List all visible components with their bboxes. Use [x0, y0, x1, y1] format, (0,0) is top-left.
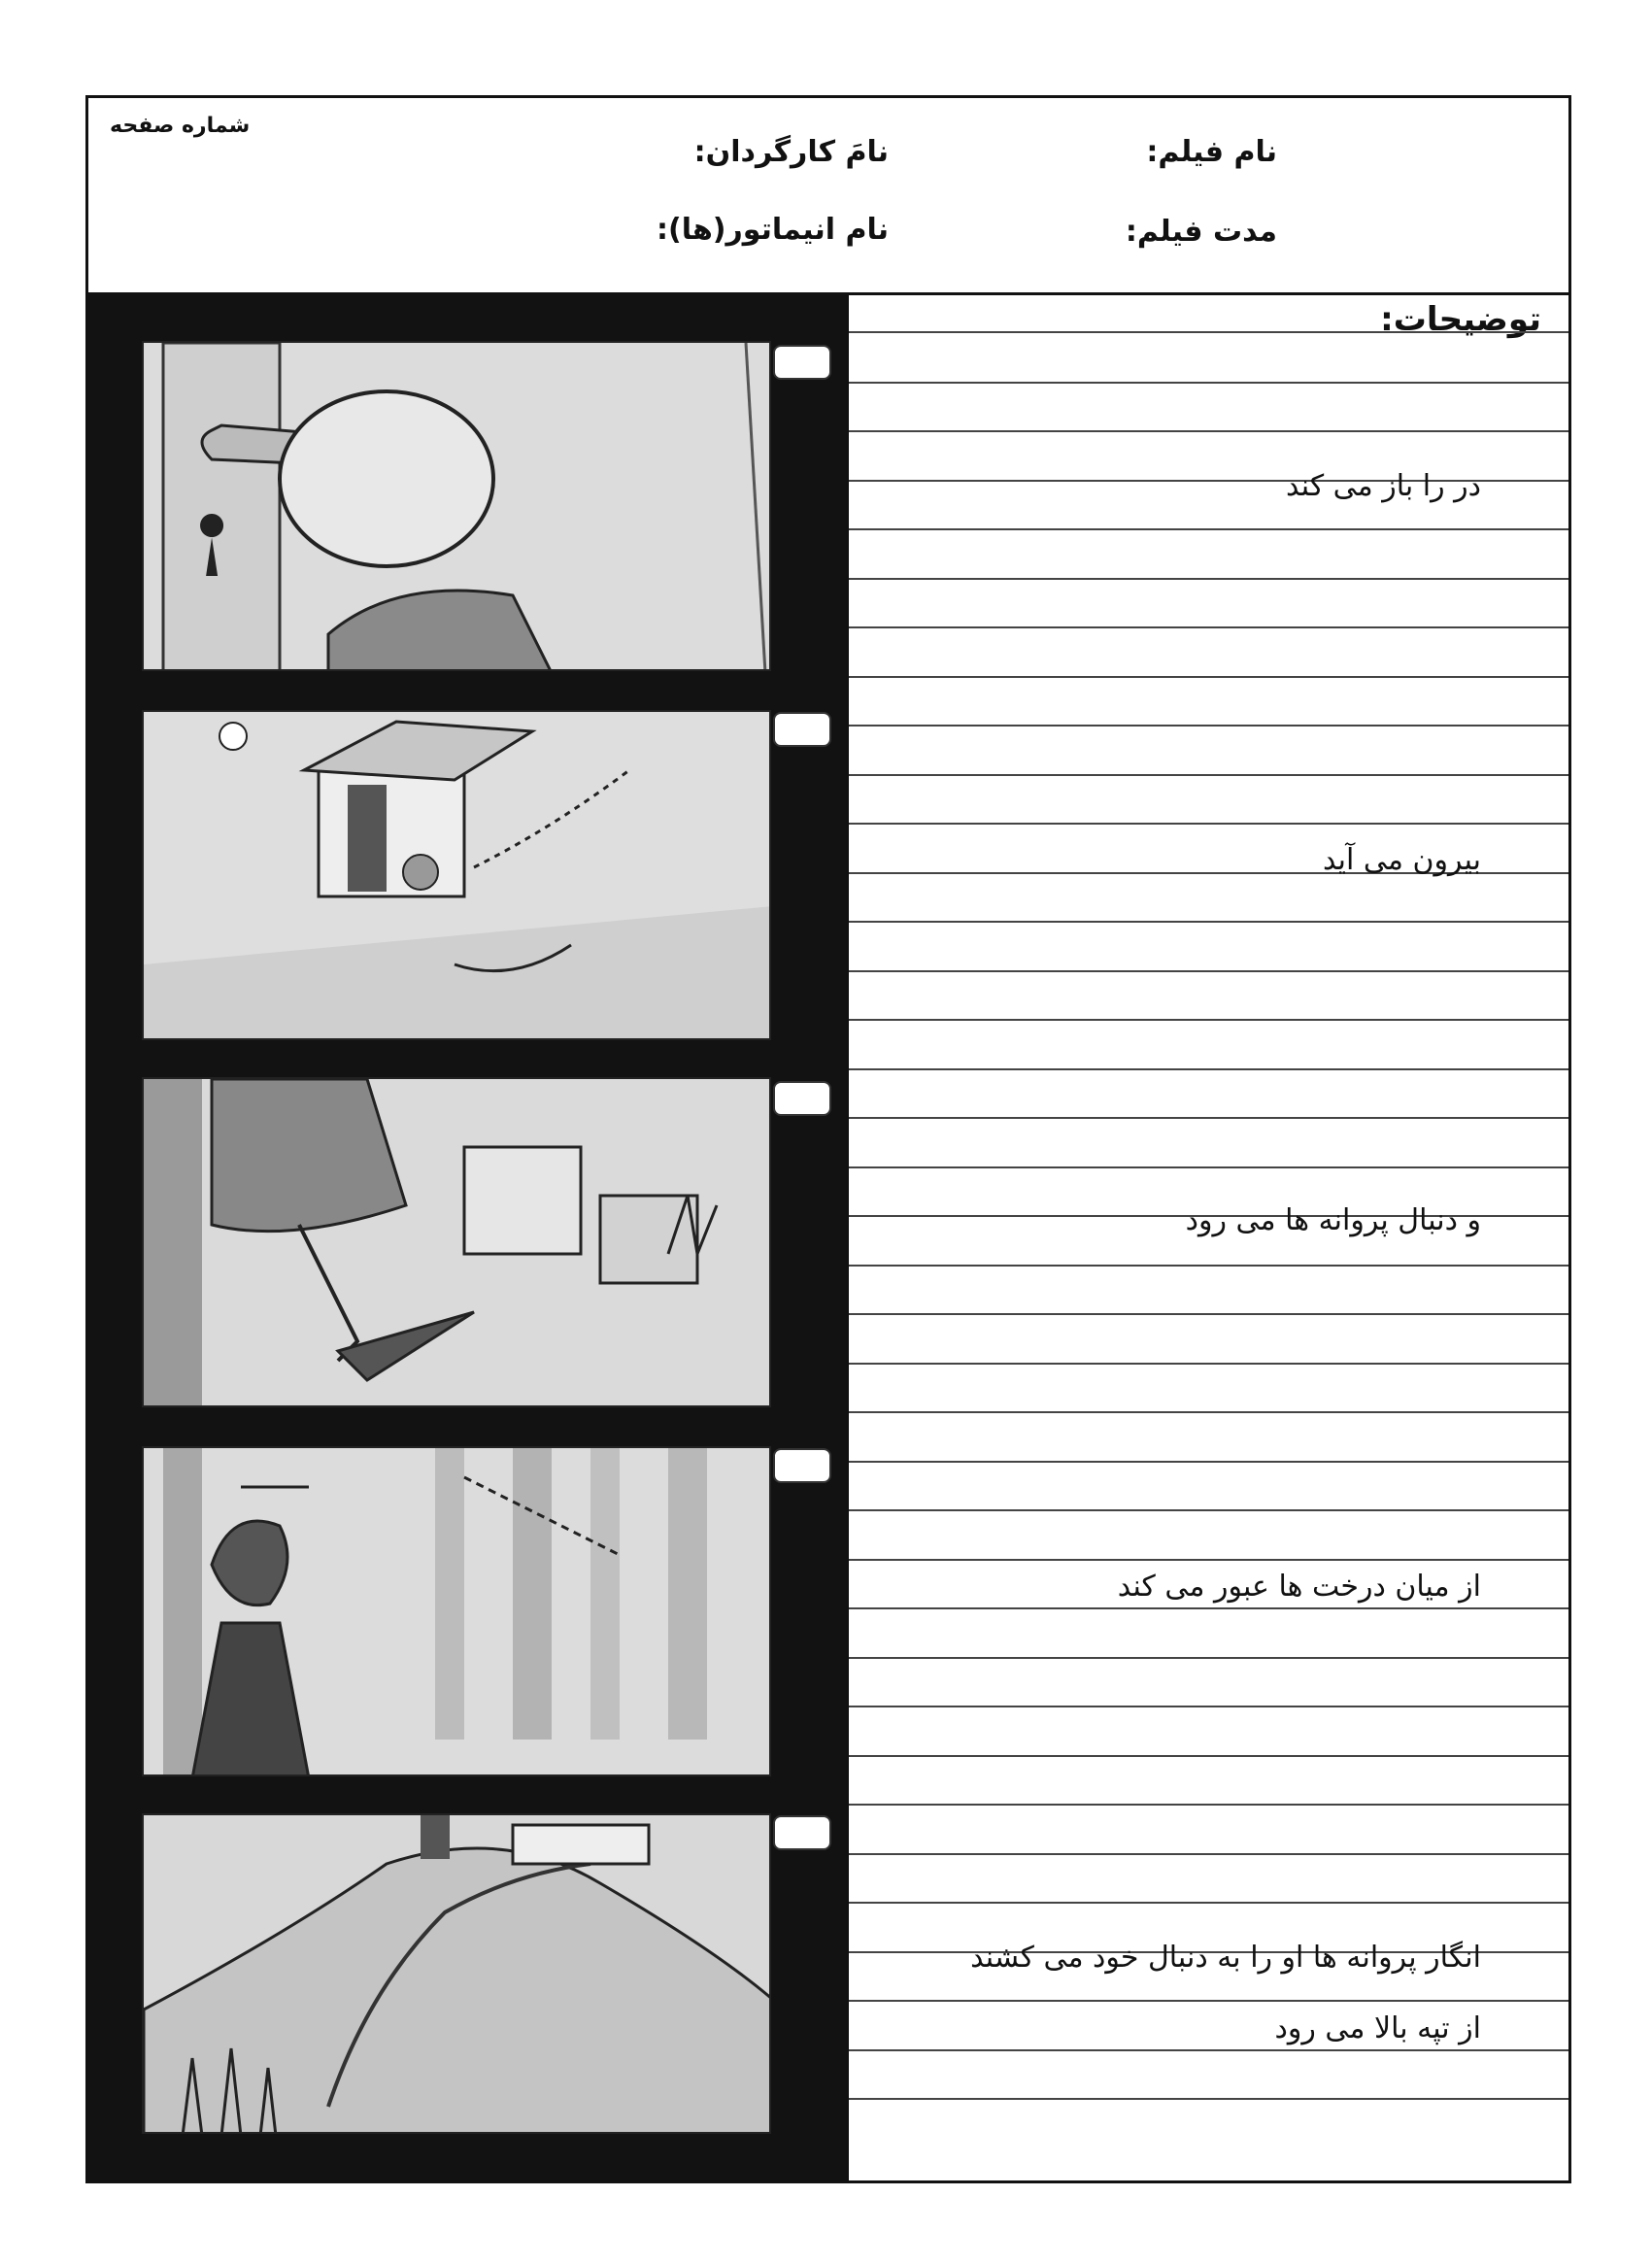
ruled-line — [849, 676, 1568, 678]
sprocket-hole — [773, 1815, 831, 1850]
ruled-line — [849, 1706, 1568, 1707]
sprocket-hole — [773, 712, 831, 747]
ruled-line — [849, 382, 1568, 384]
ruled-line — [849, 1068, 1568, 1070]
ruled-line — [849, 528, 1568, 530]
description-panel-1: در را باز می کند — [1286, 469, 1481, 503]
sprocket-hole — [773, 1081, 831, 1116]
ruled-line — [849, 1117, 1568, 1119]
film-duration-label: مدت فیلم: — [1125, 215, 1277, 249]
ruled-line — [849, 1902, 1568, 1904]
ruled-line — [849, 1804, 1568, 1806]
film-name-label: نام فیلم: — [1146, 135, 1277, 169]
ruled-line — [849, 1509, 1568, 1511]
ruled-line — [849, 1265, 1568, 1267]
ruled-line — [849, 1019, 1568, 1021]
ruled-line — [849, 1755, 1568, 1757]
ruled-line — [849, 331, 1568, 333]
ruled-line — [849, 1363, 1568, 1365]
notes-column — [846, 292, 1568, 2180]
ruled-line — [849, 1853, 1568, 1855]
film-strip — [88, 292, 846, 2180]
ruled-line — [849, 921, 1568, 923]
ruled-line — [849, 774, 1568, 776]
description-panel-2: بیرون می آید — [1322, 843, 1481, 877]
storyboard-panel-4 — [142, 1446, 771, 1776]
header — [88, 98, 1568, 295]
ruled-line — [849, 626, 1568, 628]
ruled-line — [849, 725, 1568, 727]
ruled-line — [849, 2000, 1568, 2002]
notes-title: توضیحات: — [1380, 300, 1541, 339]
sprocket-hole — [773, 1448, 831, 1483]
ruled-line — [849, 1657, 1568, 1659]
storyboard-panel-5 — [142, 1813, 771, 2134]
animators-label: نام انیماتور(ها): — [657, 213, 889, 247]
sprocket-hole — [773, 345, 831, 380]
storyboard-sheet — [85, 95, 1571, 2183]
page-number-label: شماره صفحه — [110, 114, 251, 138]
storyboard-panel-1 — [142, 341, 771, 671]
ruled-line — [849, 2098, 1568, 2100]
ruled-line — [849, 1461, 1568, 1463]
description-panel-4: از میان درخت ها عبور می کند — [1117, 1570, 1481, 1604]
ruled-line — [849, 1411, 1568, 1413]
director-label: نامَ کارگردان: — [693, 135, 889, 169]
storyboard-panel-2 — [142, 710, 771, 1040]
description-panel-5b: از تپه بالا می رود — [1274, 2011, 1481, 2045]
ruled-line — [849, 970, 1568, 972]
storyboard-panel-3 — [142, 1077, 771, 1407]
ruled-line — [849, 1313, 1568, 1315]
ruled-line — [849, 430, 1568, 432]
ruled-line — [849, 823, 1568, 825]
description-panel-3: و دنبال پروانه ها می رود — [1185, 1203, 1481, 1237]
description-panel-5a: انگار پروانه ها او را به دنبال خود می کشند — [970, 1941, 1481, 1975]
ruled-line — [849, 1607, 1568, 1609]
ruled-line — [849, 578, 1568, 580]
ruled-line — [849, 1166, 1568, 1168]
ruled-line — [849, 1559, 1568, 1561]
ruled-line — [849, 2049, 1568, 2051]
